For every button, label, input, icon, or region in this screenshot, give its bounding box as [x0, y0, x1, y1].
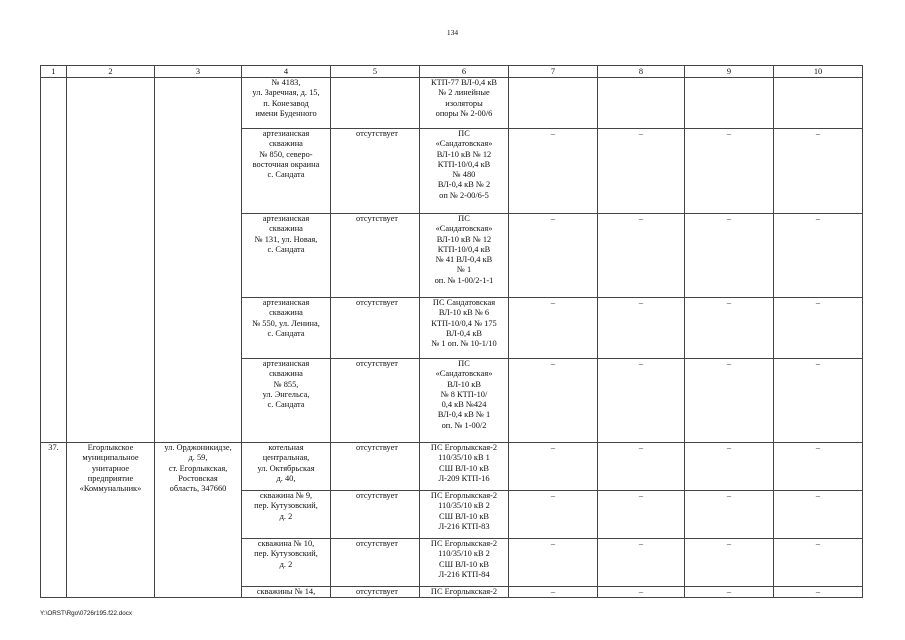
- cell-col7: –: [509, 359, 598, 443]
- cell-col5: отсутствует: [331, 539, 420, 587]
- table-row: [41, 443, 863, 491]
- cell-object: артезианская скважина № 850, северо- восточная окраина с. Сандата: [242, 129, 331, 214]
- cell-col9: –: [685, 359, 774, 443]
- page-number: 134: [446, 28, 459, 37]
- cell-col10: –: [774, 298, 863, 359]
- header-cell: 6: [420, 66, 509, 78]
- cell-col8: [598, 78, 685, 129]
- cell-object: скважина № 9, пер. Кутузовский, д. 2: [242, 491, 331, 539]
- cell-object: артезианская скважина № 855, ул. Энгельса, с. Сандата: [242, 359, 331, 443]
- cell-col7: –: [509, 129, 598, 214]
- cell-col9: –: [685, 443, 774, 491]
- cell-col10: –: [774, 214, 863, 298]
- cell-col10: –: [774, 443, 863, 491]
- cell-col9: –: [685, 587, 774, 598]
- cell-col7: –: [509, 491, 598, 539]
- cell-col5: отсутствует: [331, 587, 420, 598]
- cell-col8: –: [598, 129, 685, 214]
- cell-col7: –: [509, 298, 598, 359]
- cell-power-source: КТП-77 ВЛ-0,4 кВ № 2 линейные изоляторы опоры № 2-00/6: [420, 78, 509, 129]
- cell-col8: –: [598, 298, 685, 359]
- cell-number-empty: [41, 78, 67, 443]
- cell-entry-number: 37.: [41, 443, 67, 598]
- header-cell: 1: [41, 66, 67, 78]
- cell-organization: Егорлыкское муниципальное унитарное предприятие «Коммунальник»: [67, 443, 155, 598]
- header-cell: 3: [155, 66, 242, 78]
- cell-organization-empty: [67, 78, 155, 443]
- cell-col5: отсутствует: [331, 298, 420, 359]
- footer-file-path: Y:\ORST\Rgo\0726r195.f22.docx: [40, 610, 133, 617]
- cell-col8: –: [598, 587, 685, 598]
- cell-col8: –: [598, 443, 685, 491]
- cell-power-source: ПС Егорлыкская-2 110/35/10 кВ 2 СШ ВЛ-10 кВ Л-216 КТП-83: [420, 491, 509, 539]
- cell-col5: отсутствует: [331, 129, 420, 214]
- document-table: [40, 65, 863, 598]
- header-cell: 2: [67, 66, 155, 78]
- cell-object: скважина № 10, пер. Кутузовский, д. 2: [242, 539, 331, 587]
- cell-power-source: ПС Егорлыкская-2 110/35/10 кВ 1 СШ ВЛ-10 кВ Л-209 КТП-16: [420, 443, 509, 491]
- cell-col7: –: [509, 443, 598, 491]
- cell-power-source: ПС «Сандатовская» ВЛ-10 кВ № 12 КТП-10/0,4 кВ № 480 ВЛ-0,4 кВ № 2 оп № 2-00/6-5: [420, 129, 509, 214]
- cell-col10: –: [774, 539, 863, 587]
- cell-col9: –: [685, 214, 774, 298]
- cell-object: артезианская скважина № 550, ул. Ленина, с. Сандата: [242, 298, 331, 359]
- header-cell: 8: [598, 66, 685, 78]
- cell-col5: отсутствует: [331, 491, 420, 539]
- cell-col10: –: [774, 359, 863, 443]
- cell-col10: –: [774, 587, 863, 598]
- cell-object: скважины № 14,: [242, 587, 331, 598]
- cell-object: котельная центральная, ул. Октябрьская д. 40,: [242, 443, 331, 491]
- cell-power-source: ПС Егорлыкская-2 110/35/10 кВ 2 СШ ВЛ-10 кВ Л-216 КТП-84: [420, 539, 509, 587]
- cell-object: № 4183, ул. Заречная, д. 15, п. Конезавод имени Буденного: [242, 78, 331, 129]
- cell-col7: –: [509, 539, 598, 587]
- cell-power-source: ПС Сандатовская ВЛ-10 кВ № 6 КТП-10/0,4 № 175 ВЛ-0,4 кВ № 1 оп. № 10-1/10: [420, 298, 509, 359]
- cell-col8: –: [598, 539, 685, 587]
- cell-col9: –: [685, 129, 774, 214]
- cell-col8: –: [598, 491, 685, 539]
- cell-col9: –: [685, 539, 774, 587]
- cell-col8: –: [598, 359, 685, 443]
- cell-col10: –: [774, 129, 863, 214]
- cell-col9: [685, 78, 774, 129]
- cell-power-source: ПС Егорлыкская-2: [420, 587, 509, 598]
- cell-address-empty: [155, 78, 242, 443]
- cell-power-source: ПС «Сандатовская» ВЛ-10 кВ № 12 КТП-10/0,4 кВ № 41 ВЛ-0,4 кВ № 1 оп. № 1-00/2-1-1: [420, 214, 509, 298]
- cell-col7: –: [509, 587, 598, 598]
- cell-col5: отсутствует: [331, 214, 420, 298]
- table-header-row: [41, 66, 863, 78]
- cell-col8: –: [598, 214, 685, 298]
- header-cell: 9: [685, 66, 774, 78]
- header-cell: 7: [509, 66, 598, 78]
- cell-col10: –: [774, 491, 863, 539]
- cell-power-source: ПС «Сандатовская» ВЛ-10 кВ № 8 КТП-10/ 0,4 кВ №424 ВЛ-0,4 кВ № 1 оп. № 1-00/2: [420, 359, 509, 443]
- cell-col10: [774, 78, 863, 129]
- header-cell: 5: [331, 66, 420, 78]
- cell-col7: –: [509, 214, 598, 298]
- cell-col9: –: [685, 491, 774, 539]
- table-row: [41, 78, 863, 129]
- header-cell: 4: [242, 66, 331, 78]
- cell-col5: [331, 78, 420, 129]
- cell-col5: отсутствует: [331, 359, 420, 443]
- cell-address: ул. Орджоникидзе, д. 59, ст. Егорлыкская, Ростовская область, 347660: [155, 443, 242, 598]
- cell-col7: [509, 78, 598, 129]
- header-cell: 10: [774, 66, 863, 78]
- cell-col5: отсутствует: [331, 443, 420, 491]
- cell-object: артезианская скважина № 131, ул. Новая, с. Сандата: [242, 214, 331, 298]
- cell-col9: –: [685, 298, 774, 359]
